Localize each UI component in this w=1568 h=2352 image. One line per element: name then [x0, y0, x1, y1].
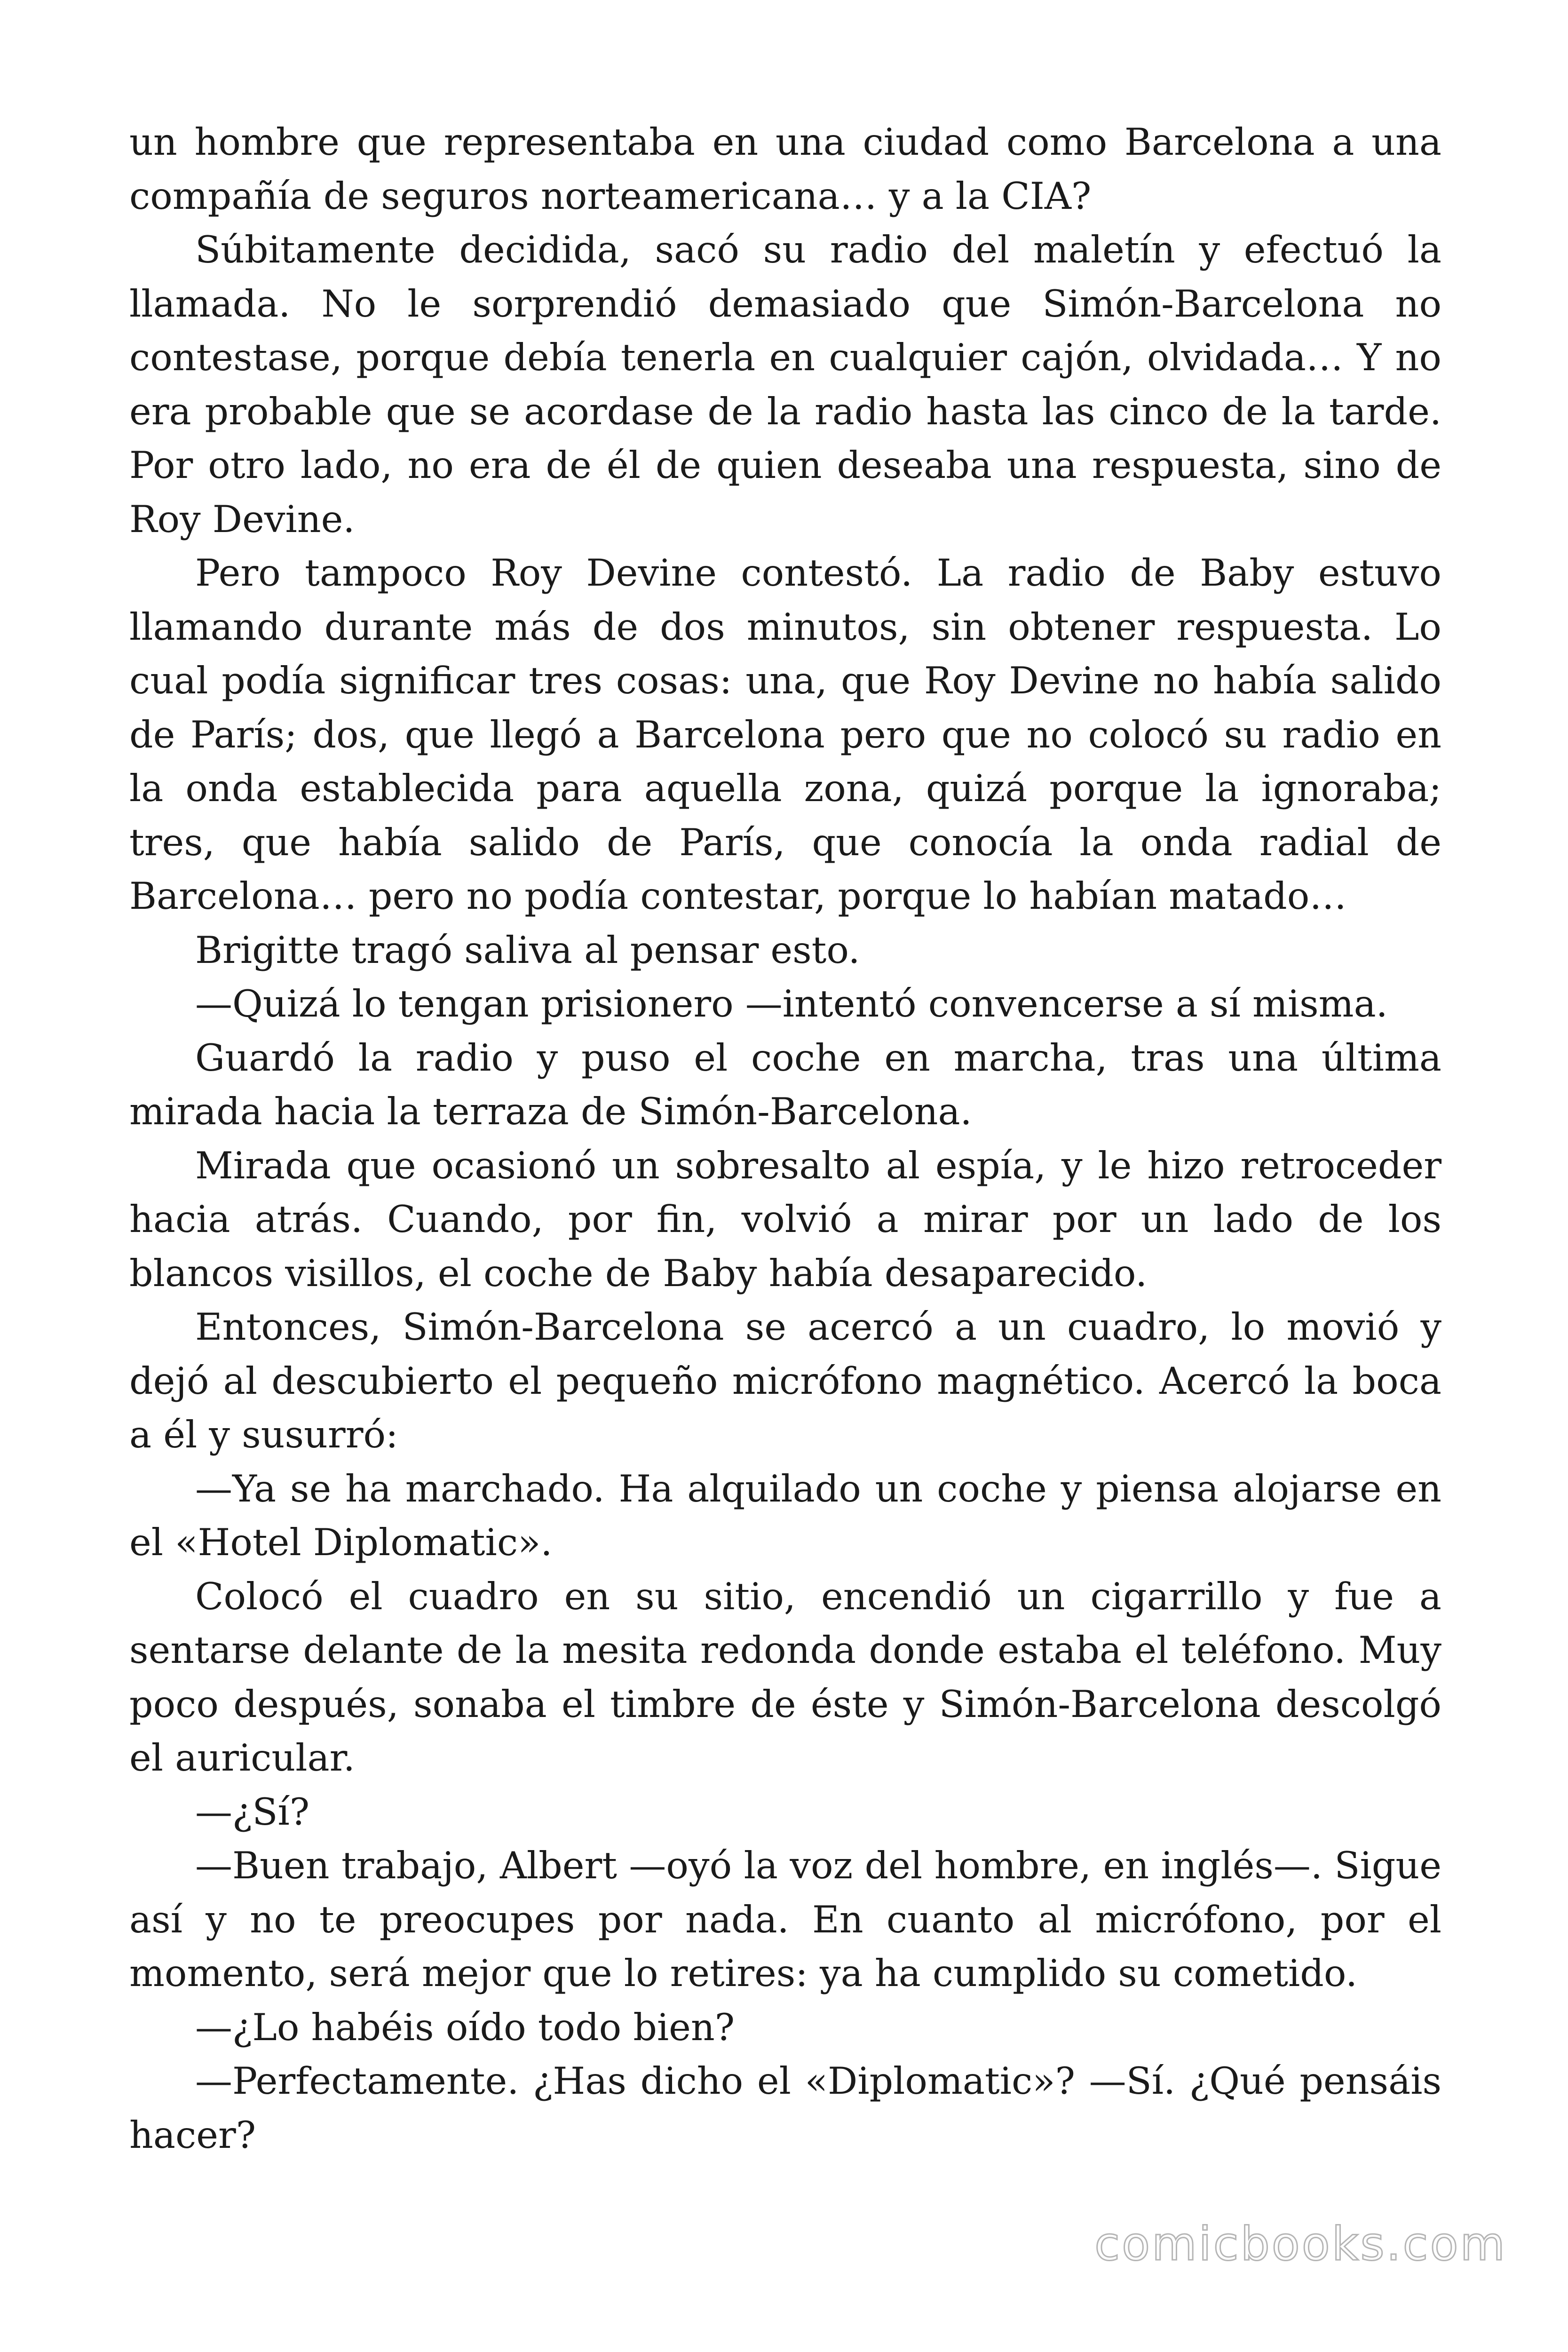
paragraph: Brigitte tragó saliva al pensar esto.: [195, 928, 860, 972]
paragraph: Colocó el cuadro en su sitio, encendió un cigarrillo y fue a sentarse delante de la mesita redonda donde estaba el teléfono. Muy poco después, sonaba el timbre de éste y Simón-Barcelona descolgó el auricular.: [129, 1574, 1441, 1780]
paragraph: Mirada que ocasionó un sobresalto al espía, y le hizo retroceder hacia atrás. Cuando, por fin, volvió a mirar por un lado de los blancos visillos, el coche de Baby había desaparecido.: [129, 1144, 1441, 1295]
watermark: comicbooks.com: [1094, 2217, 1507, 2271]
paragraph: —Perfectamente. ¿Has dicho el «Diplomatic»? —Sí. ¿Qué pensáis hacer?: [129, 2059, 1441, 2157]
paragraph: —Ya se ha marchado. Ha alquilado un coche y piensa alojarse en el «Hotel Diplomatic».: [129, 1467, 1441, 1564]
paragraph: —Quizá lo tengan prisionero —intentó convencerse a sí misma.: [195, 982, 1388, 1025]
paragraph: un hombre que representaba en una ciudad como Barcelona a una compañía de seguros norteamericana… y a la CIA?: [129, 120, 1441, 218]
paragraph: Pero tampoco Roy Devine contestó. La radio de Baby estuvo llamando durante más de dos minutos, sin obtener respuesta. Lo cual podía significar tres cosas: una, que Roy Devine no había salido de París; dos, que llegó a Barcelona pero que no colocó su radio en la onda establecida para aquella zona, quizá porque la ignoraba; tres, que había salido de París, que conocía la onda radial de Barcelona… pero no podía contestar, porque lo habían matado…: [129, 551, 1441, 918]
paragraph: Súbitamente decidida, sacó su radio del maletín y efectuó la llamada. No le sorprendió demasiado que Simón-Barcelona no contestase, porque debía tenerla en cualquier cajón, olvidada… Y no era probable que se acordase de la radio hasta las cinco de la tarde. Por otro lado, no era de él de quien deseaba una respuesta, sino de Roy Devine.: [129, 228, 1441, 541]
paragraph: —Buen trabajo, Albert —oyó la voz del hombre, en inglés—. Sigue así y no te preocupes por nada. En cuanto al micrófono, por el momento, será mejor que lo retires: ya ha cumplido su cometido.: [129, 1844, 1441, 1995]
paragraph: Entonces, Simón-Barcelona se acercó a un cuadro, lo movió y dejó al descubierto el pequeño micrófono magnético. Acercó la boca a él y susurró:: [129, 1305, 1441, 1456]
paragraph: Guardó la radio y puso el coche en marcha, tras una última mirada hacia la terraza de Simón-Barcelona.: [129, 1036, 1441, 1133]
page-body: [129, 115, 1441, 2162]
paragraph: —¿Sí?: [195, 1790, 310, 1834]
paragraph: —¿Lo habéis oído todo bien?: [195, 2005, 735, 2049]
